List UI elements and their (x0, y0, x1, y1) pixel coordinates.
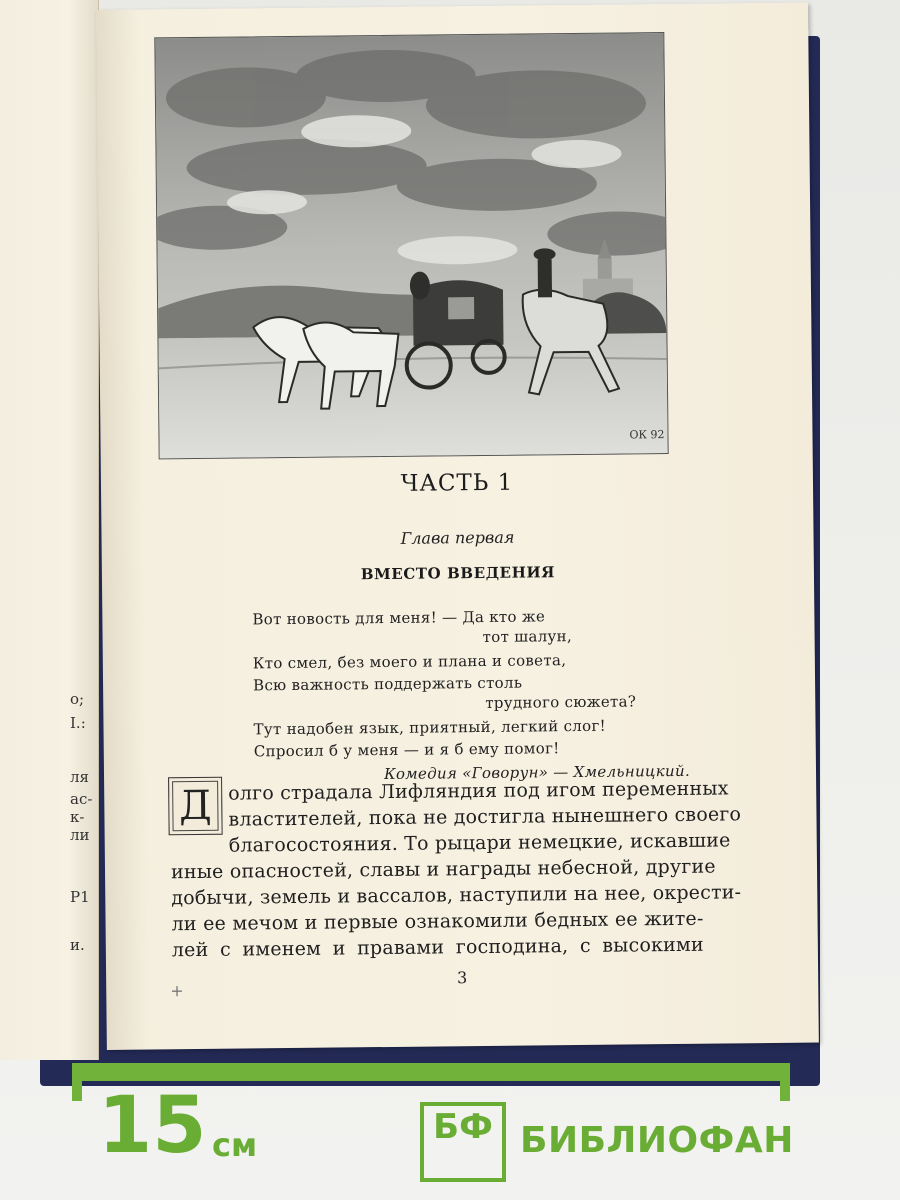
left-page (0, 0, 99, 1060)
left-page-fragment: ля (70, 768, 89, 786)
body-line: лей с именем и правами господина, с высокими (171, 933, 704, 962)
left-page-fragment: Р1 (70, 888, 90, 906)
epigraph-line: Тут надобен язык, приятный, легкий слог! (253, 716, 606, 739)
bibliofan-logo-icon (420, 1102, 506, 1182)
size-watermark (0, 1055, 900, 1200)
left-page-fragment: ли (70, 826, 90, 844)
book-page (96, 3, 819, 1050)
drop-cap: Д (168, 777, 223, 836)
body-line: благосостояния. То рыцари немецкие, искавшие (228, 829, 731, 857)
ruler-tick-left (72, 1063, 82, 1101)
left-page-fragment: о; (70, 690, 85, 708)
epigraph-attribution: Комедия «Говорун» — Хмельницкий. (383, 761, 691, 784)
ruler-tick-right (780, 1063, 790, 1101)
size-number: 15 (98, 1081, 207, 1171)
pencil-mark: + (170, 981, 184, 1001)
epigraph-line: Вот новость для меня! — Да кто же (252, 607, 546, 629)
logo-letters: БФ (433, 1107, 493, 1147)
epigraph-line: тот шалун, (482, 627, 573, 646)
epigraph-line: Спросил б у меня — и я б ему помог! (253, 739, 560, 761)
ruler-bar (82, 1063, 790, 1081)
part-title: ЧАСТЬ 1 (400, 469, 514, 497)
body-line: ли ее мечом и первые ознакомили бедных ее жите- (171, 907, 704, 936)
left-page-fragment: ас- (70, 790, 93, 808)
body-line: иные опасностей, славы и награды небесной, другие (170, 855, 716, 884)
left-page-fragment: к- (70, 808, 85, 826)
chapter-title: Глава первая (400, 527, 515, 548)
carriage-illustration (154, 32, 668, 459)
epigraph-line: Всю важность поддержать столь (252, 673, 523, 695)
logo-name: БИБЛИОФАН (520, 1120, 794, 1161)
carriage-engraving (155, 33, 667, 458)
section-title: ВМЕСТО ВВЕДЕНИЯ (360, 563, 556, 584)
epigraph-line: трудного сюжета? (485, 692, 637, 712)
body-line: властителей, пока не достигла нынешнего своего (228, 803, 742, 831)
epigraph-line: Кто смел, без моего и плана и совета, (252, 651, 567, 673)
illustration-signature: ОК 92 (629, 428, 665, 442)
left-page-fragment: I.: (70, 714, 86, 732)
size-unit: см (212, 1126, 258, 1164)
page-number: 3 (456, 968, 468, 988)
body-line: добычи, земель и вассалов, наступили на нее, окрести- (171, 881, 742, 910)
left-page-fragment: и. (70, 936, 85, 954)
body-line: олго страдала Лифляндия под игом переменных (228, 777, 729, 805)
